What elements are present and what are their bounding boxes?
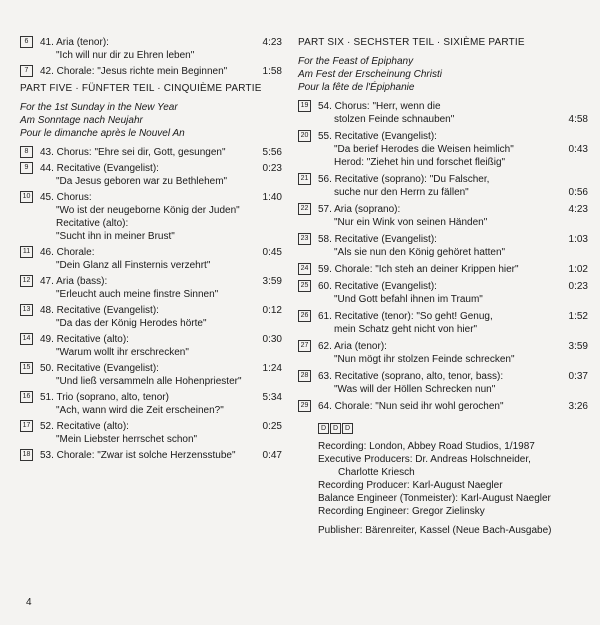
track-title: "Sucht ihn in meiner Brust" bbox=[56, 231, 175, 242]
track-duration bbox=[276, 204, 282, 217]
track-line bbox=[40, 362, 282, 375]
track-title: 45. Chorus: bbox=[40, 192, 92, 203]
track-duration bbox=[276, 259, 282, 272]
track-number-box: 16 bbox=[20, 391, 33, 403]
track-line bbox=[318, 173, 588, 186]
track-entry bbox=[298, 370, 588, 396]
part-five-heading: PART FIVE · FÜNFTER TEIL · CINQUIÈME PARTIE bbox=[20, 83, 262, 94]
track-entry bbox=[20, 36, 282, 62]
part-five-subtitle-de: Am Sonntage nach Neujahr bbox=[20, 115, 143, 126]
track-title: 60. Recitative (Evangelist): bbox=[318, 281, 437, 292]
track-number-box: 21 bbox=[298, 173, 311, 185]
track-duration: 0:56 bbox=[568, 187, 588, 198]
track-line bbox=[318, 143, 588, 156]
track-line bbox=[40, 204, 282, 217]
track-title: 42. Chorale: "Jesus richte mein Beginnen" bbox=[40, 66, 228, 77]
track-duration bbox=[276, 288, 282, 301]
track-entry bbox=[298, 130, 588, 169]
credit-line: Charlotte Kriesch bbox=[338, 467, 415, 478]
part-six-subtitle-en: For the Feast of Epiphany bbox=[298, 56, 414, 67]
track-duration: 0:23 bbox=[568, 281, 588, 292]
track-entry bbox=[20, 391, 282, 417]
track-line bbox=[318, 293, 588, 306]
track-line bbox=[40, 175, 282, 188]
track-title: 59. Chorale: "Ich steh an deiner Krippen hier" bbox=[318, 264, 519, 275]
track-duration bbox=[276, 217, 282, 230]
track-line bbox=[40, 375, 282, 388]
track-number-box: 6 bbox=[20, 36, 33, 48]
track-duration bbox=[582, 130, 588, 143]
track-duration bbox=[276, 230, 282, 243]
track-title: mein Schatz geht nicht von hier" bbox=[334, 324, 478, 335]
track-duration: 1:03 bbox=[568, 234, 588, 245]
track-entry bbox=[20, 275, 282, 301]
track-number-box: 19 bbox=[298, 100, 311, 112]
credit-line: Recording Producer: Karl-August Naegler bbox=[318, 480, 503, 491]
track-line bbox=[318, 280, 588, 293]
track-title: 55. Recitative (Evangelist): bbox=[318, 131, 437, 142]
track-entry bbox=[20, 333, 282, 359]
track-number-box: 25 bbox=[298, 280, 311, 292]
track-title: Herod: "Ziehet hin und forschet fleißig" bbox=[334, 157, 506, 168]
track-title: Recitative (alto): bbox=[56, 218, 129, 229]
track-title: 52. Recitative (alto): bbox=[40, 421, 129, 432]
track-title: 51. Trio (soprano, alto, tenor) bbox=[40, 392, 169, 403]
track-entry bbox=[20, 304, 282, 330]
track-title: 57. Aria (soprano): bbox=[318, 204, 401, 215]
track-duration: 1:24 bbox=[262, 363, 282, 374]
track-number-box: 27 bbox=[298, 340, 311, 352]
track-number-box: 10 bbox=[20, 191, 33, 203]
track-title: "Nun mögt ihr stolzen Feinde schrecken" bbox=[334, 354, 515, 365]
track-title: suche nur den Herrn zu fällen" bbox=[334, 187, 469, 198]
track-line bbox=[40, 433, 282, 446]
track-duration: 3:26 bbox=[568, 401, 588, 412]
track-line bbox=[318, 400, 588, 413]
track-line bbox=[318, 323, 588, 336]
track-title: 54. Chorus: "Herr, wenn die bbox=[318, 101, 441, 112]
track-title: "Warum wollt ihr erschrecken" bbox=[56, 347, 189, 358]
track-number-box: 29 bbox=[298, 400, 311, 412]
track-line bbox=[40, 404, 282, 417]
track-title: "Und Gott befahl ihnen im Traum" bbox=[334, 294, 483, 305]
track-list-part-four-end bbox=[20, 36, 282, 78]
track-duration: 1:58 bbox=[262, 66, 282, 77]
track-entry bbox=[20, 162, 282, 188]
credit-line: Recording Engineer: Gregor Zielinsky bbox=[318, 506, 485, 517]
right-column bbox=[298, 36, 588, 537]
track-duration: 0:37 bbox=[568, 371, 588, 382]
track-number-box: 26 bbox=[298, 310, 311, 322]
track-line bbox=[318, 216, 588, 229]
track-number-box: 17 bbox=[20, 420, 33, 432]
track-duration bbox=[582, 216, 588, 229]
track-title: "Ich will nur dir zu Ehren leben" bbox=[56, 50, 195, 61]
track-line bbox=[40, 449, 282, 462]
track-duration bbox=[582, 293, 588, 306]
credit-line: Balance Engineer (Tonmeister): Karl-August Naegler bbox=[318, 493, 551, 504]
track-line bbox=[40, 259, 282, 272]
track-title: "Da Jesus geboren war zu Bethlehem" bbox=[56, 176, 228, 187]
track-title: "Ach, wann wird die Zeit erscheinen?" bbox=[56, 405, 224, 416]
track-number-box: 24 bbox=[298, 263, 311, 275]
track-duration bbox=[582, 323, 588, 336]
track-entry bbox=[298, 340, 588, 366]
track-entry bbox=[20, 362, 282, 388]
track-line bbox=[318, 186, 588, 199]
track-line bbox=[40, 36, 282, 49]
track-line bbox=[40, 346, 282, 359]
track-line bbox=[318, 203, 588, 216]
track-entry bbox=[298, 400, 588, 413]
credit-line: Executive Producers: Dr. Andreas Holschneider, bbox=[318, 454, 531, 465]
track-duration bbox=[582, 353, 588, 366]
track-line bbox=[40, 304, 282, 317]
track-duration: 4:23 bbox=[262, 37, 282, 48]
track-title: "Da berief Herodes die Weisen heimlich" bbox=[334, 144, 514, 155]
track-number-box: 13 bbox=[20, 304, 33, 316]
track-duration bbox=[276, 346, 282, 359]
track-title: "Und ließ versammeln alle Hohenpriester" bbox=[56, 376, 242, 387]
track-title: "Nur ein Wink von seinen Händen" bbox=[334, 217, 488, 228]
track-title: "Was will der Höllen Schrecken nun" bbox=[334, 384, 496, 395]
track-duration bbox=[276, 317, 282, 330]
track-title: "Dein Glanz all Finsternis verzehrt" bbox=[56, 260, 211, 271]
track-title: 64. Chorale: "Nun seid ihr wohl gerochen" bbox=[318, 401, 504, 412]
track-duration bbox=[582, 173, 588, 186]
track-duration bbox=[276, 433, 282, 446]
track-list-part-six bbox=[298, 100, 588, 413]
track-line bbox=[40, 162, 282, 175]
track-duration: 4:58 bbox=[568, 114, 588, 125]
track-entry bbox=[298, 233, 588, 259]
track-line bbox=[40, 191, 282, 204]
track-line bbox=[318, 100, 588, 113]
track-duration: 4:23 bbox=[568, 204, 588, 215]
track-title: 56. Recitative (soprano): "Du Falscher, bbox=[318, 174, 490, 185]
track-duration: 0:23 bbox=[262, 163, 282, 174]
track-duration bbox=[276, 375, 282, 388]
credit-line: Recording: London, Abbey Road Studios, 1/1987 bbox=[318, 441, 535, 452]
track-number-box: 14 bbox=[20, 333, 33, 345]
track-duration: 0:43 bbox=[568, 144, 588, 155]
track-title: 53. Chorale: "Zwar ist solche Herzensstube" bbox=[40, 450, 236, 461]
track-title: "Als sie nun den König gehöret hatten" bbox=[334, 247, 506, 258]
track-number-box: 23 bbox=[298, 233, 311, 245]
track-duration: 1:52 bbox=[568, 311, 588, 322]
track-entry bbox=[298, 100, 588, 126]
page-number: 4 bbox=[26, 597, 32, 608]
track-duration: 1:40 bbox=[262, 192, 282, 203]
track-entry bbox=[298, 173, 588, 199]
track-title: "Erleucht auch meine finstre Sinnen" bbox=[56, 289, 219, 300]
track-entry bbox=[298, 263, 588, 276]
track-line bbox=[318, 246, 588, 259]
track-title: 61. Recitative (tenor): "So geht! Genug, bbox=[318, 311, 493, 322]
track-title: 62. Aria (tenor): bbox=[318, 341, 387, 352]
track-title: 46. Chorale: bbox=[40, 247, 95, 258]
track-line bbox=[318, 156, 588, 169]
track-duration: 0:25 bbox=[262, 421, 282, 432]
recording-credits bbox=[298, 440, 588, 537]
track-duration bbox=[582, 156, 588, 169]
track-title: 44. Recitative (Evangelist): bbox=[40, 163, 159, 174]
track-entry bbox=[20, 449, 282, 462]
track-duration: 0:47 bbox=[262, 450, 282, 461]
track-title: 47. Aria (bass): bbox=[40, 276, 108, 287]
track-duration bbox=[276, 404, 282, 417]
track-line bbox=[318, 353, 588, 366]
track-line bbox=[318, 263, 588, 276]
track-duration: 1:02 bbox=[568, 264, 588, 275]
track-title: 48. Recitative (Evangelist): bbox=[40, 305, 159, 316]
track-number-box: 15 bbox=[20, 362, 33, 374]
track-number-box: 20 bbox=[298, 130, 311, 142]
track-line bbox=[40, 288, 282, 301]
track-duration: 0:30 bbox=[262, 334, 282, 345]
track-title: 43. Chorus: "Ehre sei dir, Gott, gesungen" bbox=[40, 147, 226, 158]
track-duration bbox=[276, 49, 282, 62]
track-entry bbox=[298, 203, 588, 229]
track-line bbox=[318, 370, 588, 383]
track-title: "Wo ist der neugeborne König der Juden" bbox=[56, 205, 240, 216]
track-title: 49. Recitative (alto): bbox=[40, 334, 129, 345]
track-number-box: 11 bbox=[20, 246, 33, 258]
track-duration bbox=[276, 175, 282, 188]
track-line bbox=[318, 340, 588, 353]
track-line bbox=[40, 217, 282, 230]
track-title: "Mein Liebster herrschet schon" bbox=[56, 434, 198, 445]
track-line bbox=[40, 230, 282, 243]
track-line bbox=[40, 317, 282, 330]
track-number-box: 9 bbox=[20, 162, 33, 174]
part-six-heading: PART SIX · SECHSTER TEIL · SIXIÈME PARTIE bbox=[298, 37, 525, 48]
track-line bbox=[318, 130, 588, 143]
track-entry bbox=[20, 146, 282, 159]
track-number-box: 18 bbox=[20, 449, 33, 461]
left-column bbox=[20, 36, 282, 465]
track-duration: 0:45 bbox=[262, 247, 282, 258]
track-line bbox=[40, 333, 282, 346]
track-entry bbox=[20, 420, 282, 446]
track-line bbox=[318, 310, 588, 323]
track-title: 41. Aria (tenor): bbox=[40, 37, 109, 48]
part-five-subtitle-en: For the 1st Sunday in the New Year bbox=[20, 102, 178, 113]
track-line bbox=[40, 275, 282, 288]
track-number-box: 28 bbox=[298, 370, 311, 382]
track-line bbox=[40, 49, 282, 62]
part-six-subtitle-fr: Pour la fête de l'Épiphanie bbox=[298, 82, 415, 93]
track-line bbox=[40, 420, 282, 433]
track-number-box: 7 bbox=[20, 65, 33, 77]
track-line bbox=[318, 113, 588, 126]
track-list-part-five bbox=[20, 146, 282, 462]
track-duration: 5:56 bbox=[262, 147, 282, 158]
track-entry bbox=[20, 246, 282, 272]
track-duration: 5:34 bbox=[262, 392, 282, 403]
track-duration bbox=[582, 100, 588, 113]
track-number-box: 8 bbox=[20, 146, 33, 158]
track-duration: 3:59 bbox=[262, 276, 282, 287]
track-line bbox=[318, 233, 588, 246]
track-title: 58. Recitative (Evangelist): bbox=[318, 234, 437, 245]
part-five-subtitle-fr: Pour le dimanche après le Nouvel An bbox=[20, 128, 185, 139]
track-title: "Da das der König Herodes hörte" bbox=[56, 318, 207, 329]
track-title: 63. Recitative (soprano, alto, tenor, bass): bbox=[318, 371, 504, 382]
track-line bbox=[40, 146, 282, 159]
part-six-subtitle-de: Am Fest der Erscheinung Christi bbox=[298, 69, 442, 80]
track-duration: 0:12 bbox=[262, 305, 282, 316]
track-title: stolzen Feinde schnauben" bbox=[334, 114, 455, 125]
track-number-box: 12 bbox=[20, 275, 33, 287]
ddd-logo: D D D bbox=[318, 423, 588, 434]
track-entry bbox=[20, 65, 282, 78]
track-entry bbox=[298, 280, 588, 306]
track-entry bbox=[298, 310, 588, 336]
track-entry bbox=[20, 191, 282, 243]
track-number-box: 22 bbox=[298, 203, 311, 215]
publisher: Publisher: Bärenreiter, Kassel (Neue Bach-Ausgabe) bbox=[318, 525, 552, 536]
track-duration: 3:59 bbox=[568, 341, 588, 352]
track-line bbox=[40, 391, 282, 404]
track-duration bbox=[582, 383, 588, 396]
track-line bbox=[40, 65, 282, 78]
track-title: 50. Recitative (Evangelist): bbox=[40, 363, 159, 374]
track-duration bbox=[582, 246, 588, 259]
track-line bbox=[318, 383, 588, 396]
track-line bbox=[40, 246, 282, 259]
